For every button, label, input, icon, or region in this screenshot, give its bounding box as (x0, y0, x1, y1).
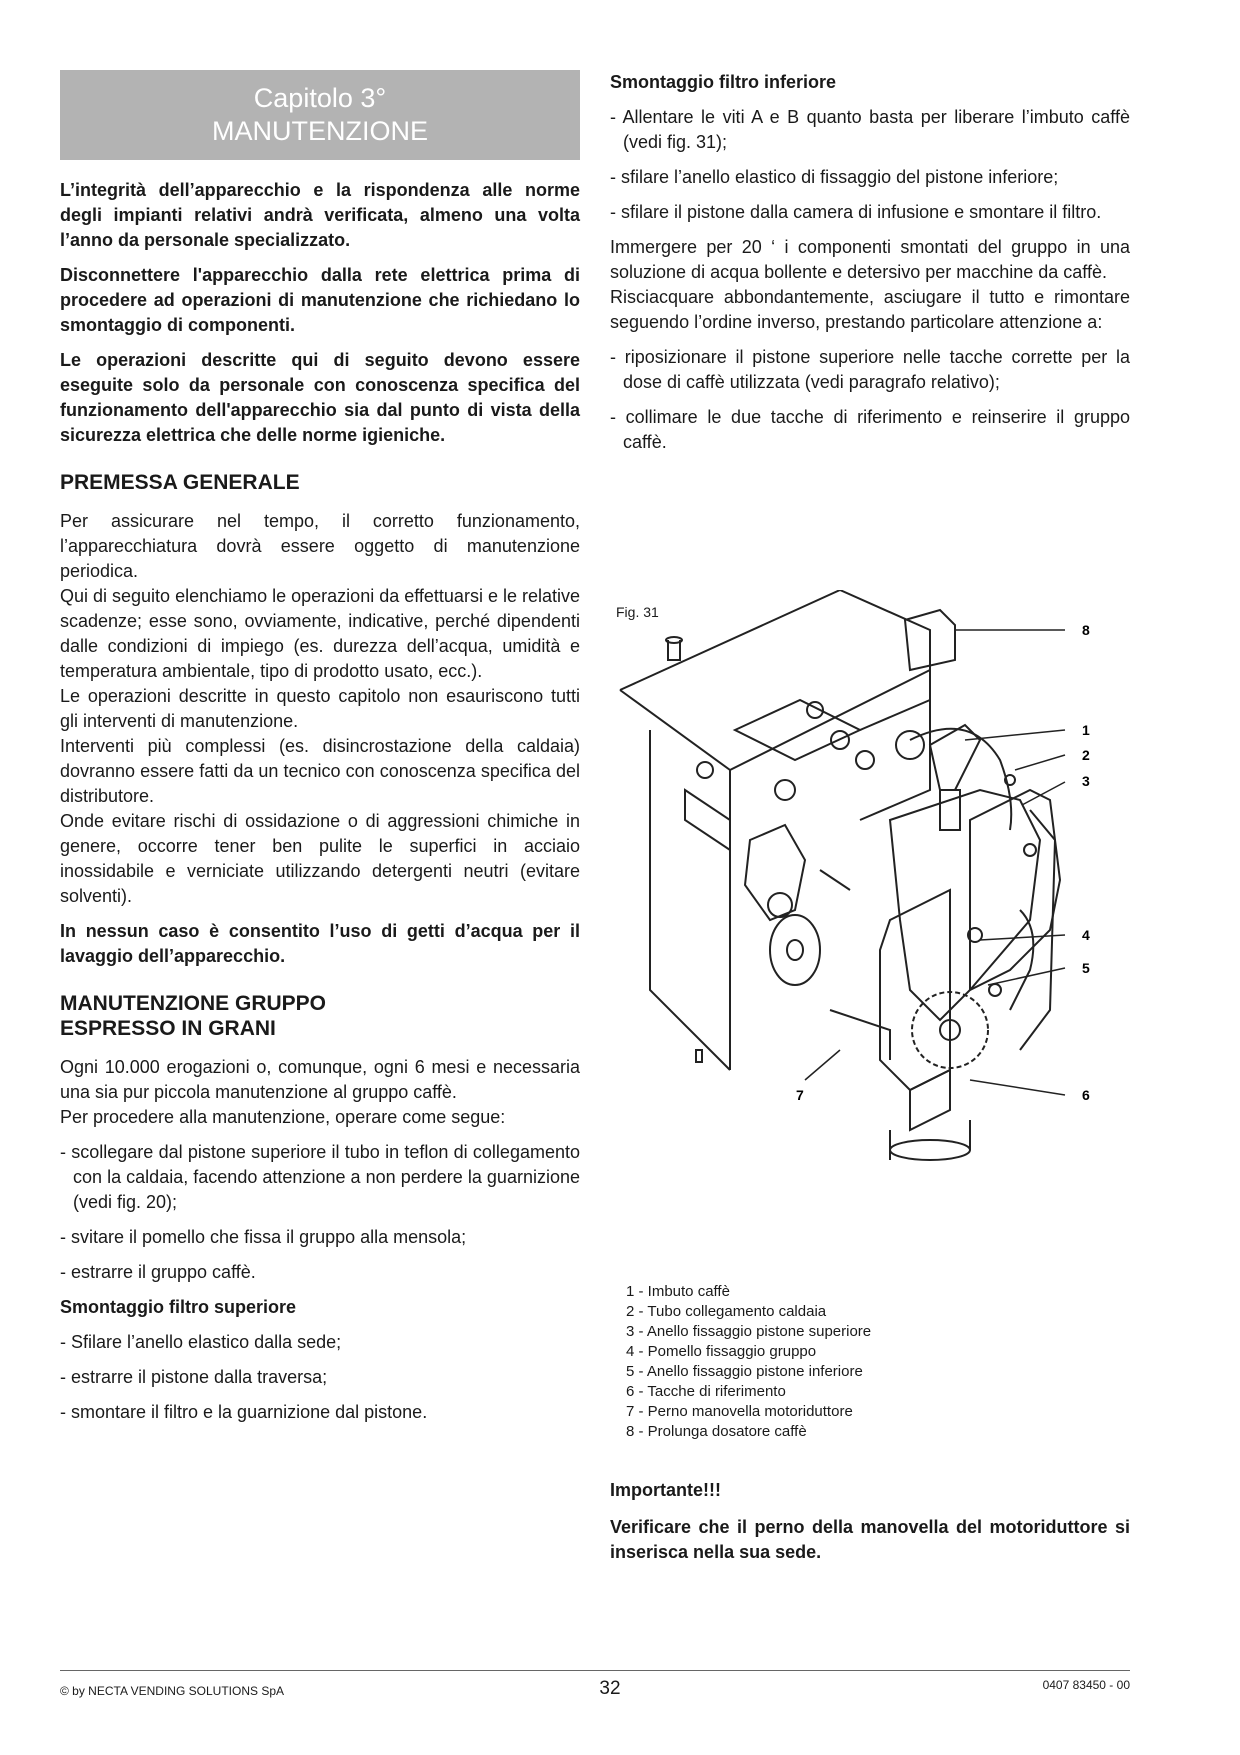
important-text: Verificare che il perno della manovella del motoriduttore si inserisca nella sua sede. (610, 1517, 1130, 1562)
figure-legend (626, 1282, 871, 1442)
legend-item: 7 - Perno manovella motoriduttore (626, 1403, 853, 1420)
figure-label: Fig. 31 (616, 604, 659, 620)
gruppo-heading-line1: MANUTENZIONE GRUPPO (60, 992, 327, 1015)
callout-6: 6 (1082, 1087, 1090, 1103)
filtro-inferiore-paragraph-2: Risciacquare abbondantemente, asciugare il tutto e rimontare seguendo l’ordine inverso, prestando particolare attenzione a: (610, 287, 1130, 332)
callout-line-3 (1022, 782, 1065, 805)
page-number: 32 (599, 1678, 621, 1699)
callout-8: 8 (1082, 622, 1090, 638)
chapter-number: Capitolo 3° (253, 83, 387, 113)
intro-paragraph-1: L’integrità dell’apparecchio e la rispondenza alle norme degli impianti relativi andrà verificata, almeno una volta l’anno da personale specializzato. (60, 180, 580, 250)
intro-paragraph-3: Le operazioni descritte qui di seguito devono essere eseguite solo da personale con conoscenza specifica del funzionamento dell'apparecchio sia dal punto di vista della sicurezza elettrica che delle norme igieniche. (60, 350, 580, 445)
legend-item: 5 - Anello fissaggio pistone inferiore (626, 1363, 863, 1380)
important-note (610, 1478, 1130, 1565)
right-column (610, 70, 1130, 455)
callout-3: 3 (1082, 773, 1090, 789)
legend-item: 4 - Pomello fissaggio gruppo (626, 1343, 817, 1360)
callout-line-7 (805, 1050, 840, 1080)
callout-1: 1 (1082, 722, 1090, 738)
figure-31 (610, 590, 1140, 1270)
intro-paragraph-2: Disconnettere l'apparecchio dalla rete elettrica prima di procedere ad operazioni di manutenzione che richiedano lo smontaggio di componenti. (60, 265, 580, 335)
filtro-inferiore-step-1: - Allentare le viti A e B quanto basta per liberare l’imbuto caffè (vedi fig. 31); (610, 107, 1130, 152)
filtro-inferiore-step-2: - sfilare l’anello elastico di fissaggio del pistone inferiore; (610, 167, 1059, 187)
premessa-paragraph-2: Qui di seguito elenchiamo le operazioni da effettuarsi e le relative scadenze; esse sono, ovviamente, indicative, perché dipendenti dalle condizioni di impiego (es. durezza dell’acqua, umidità e temperatura ambientale, tipo di prodotto usato, ecc.). (60, 586, 580, 681)
premessa-paragraph-5: Onde evitare rischi di ossidazione o di aggressioni chimiche in genere, occorre tener ben pulite le superfici in acciaio inossidabile e verniciate utilizzando detergenti neutri (evitare solventi). (60, 811, 580, 906)
callout-line-2 (1015, 755, 1065, 770)
callout-line-1 (965, 730, 1065, 740)
gruppo-step-3: - estrarre il gruppo caffè. (60, 1262, 256, 1282)
filtro-inferiore-step-3: - sfilare il pistone dalla camera di infusione e smontare il filtro. (610, 202, 1102, 222)
premessa-paragraph-1: Per assicurare nel tempo, il corretto funzionamento, l’apparecchiatura dovrà essere oggetto di manutenzione periodica. (60, 511, 580, 581)
footer-divider (60, 1670, 1130, 1671)
gruppo-step-2: - svitare il pomello che fissa il gruppo alla mensola; (60, 1227, 467, 1247)
legend-item: 8 - Prolunga dosatore caffè (626, 1423, 807, 1440)
callout-2: 2 (1082, 747, 1090, 763)
gruppo-paragraph-2: Per procedere alla manutenzione, operare come segue: (60, 1107, 506, 1127)
callout-line-5 (988, 968, 1065, 985)
chapter-title: MANUTENZIONE (212, 116, 428, 146)
coffee-group-drawing (610, 590, 1140, 1270)
footer-copyright: © by NECTA VENDING SOLUTIONS SpA (60, 1684, 285, 1698)
filtro-inferiore-heading: Smontaggio filtro inferiore (610, 72, 837, 92)
legend-item: 2 - Tubo collegamento caldaia (626, 1303, 827, 1320)
reassembly-step-2: - collimare le due tacche di riferimento e reinserire il gruppo caffè. (610, 407, 1130, 452)
premessa-paragraph-3: Le operazioni descritte in questo capitolo non esauriscono tutti gli interventi di manutenzione. (60, 686, 580, 731)
callout-7: 7 (796, 1087, 804, 1103)
premessa-paragraph-4: Interventi più complessi (es. disincrostazione della caldaia) dovranno essere fatti da un tecnico con conoscenza specifica del distributore. (60, 736, 580, 806)
filtro-superiore-step-2: - estrarre il pistone dalla traversa; (60, 1367, 328, 1387)
gruppo-step-1: - scollegare dal pistone superiore il tubo in teflon di collegamento con la caldaia, facendo attenzione a non perdere la guarnizione (vedi fig. 20); (60, 1142, 580, 1212)
filtro-inferiore-paragraph-1: Immergere per 20 ‘ i componenti smontati del gruppo in una soluzione di acqua bollente e detersivo per macchine da caffè. (610, 237, 1130, 282)
filtro-superiore-heading: Smontaggio filtro superiore (60, 1297, 297, 1317)
legend-item: 1 - Imbuto caffè (626, 1283, 730, 1300)
callout-5: 5 (1082, 960, 1090, 976)
filtro-superiore-step-1: - Sfilare l’anello elastico dalla sede; (60, 1332, 342, 1352)
callout-4: 4 (1082, 927, 1090, 943)
gruppo-paragraph-1: Ogni 10.000 erogazioni o, comunque, ogni 6 mesi e necessaria una sia pur piccola manutenzione al gruppo caffè. (60, 1057, 580, 1102)
premessa-heading: PREMESSA GENERALE (60, 471, 300, 494)
left-column (60, 70, 580, 1425)
callout-line-6 (970, 1080, 1065, 1095)
filtro-superiore-step-3: - smontare il filtro e la guarnizione dal pistone. (60, 1402, 428, 1422)
legend-item: 6 - Tacche di riferimento (626, 1383, 786, 1400)
document-code: 0407 83450 - 00 (1042, 1678, 1130, 1692)
chapter-header (60, 70, 580, 160)
important-title: Importante!!! (610, 1480, 721, 1500)
premessa-warning: In nessun caso è consentito l’uso di getti d’acqua per il lavaggio dell’apparecchio. (60, 921, 580, 966)
gruppo-heading-line2: ESPRESSO IN GRANI (60, 1017, 276, 1040)
legend-item: 3 - Anello fissaggio pistone superiore (626, 1323, 872, 1340)
reassembly-step-1: - riposizionare il pistone superiore nelle tacche corrette per la dose di caffè utilizzata (vedi paragrafo relativo); (610, 347, 1130, 392)
